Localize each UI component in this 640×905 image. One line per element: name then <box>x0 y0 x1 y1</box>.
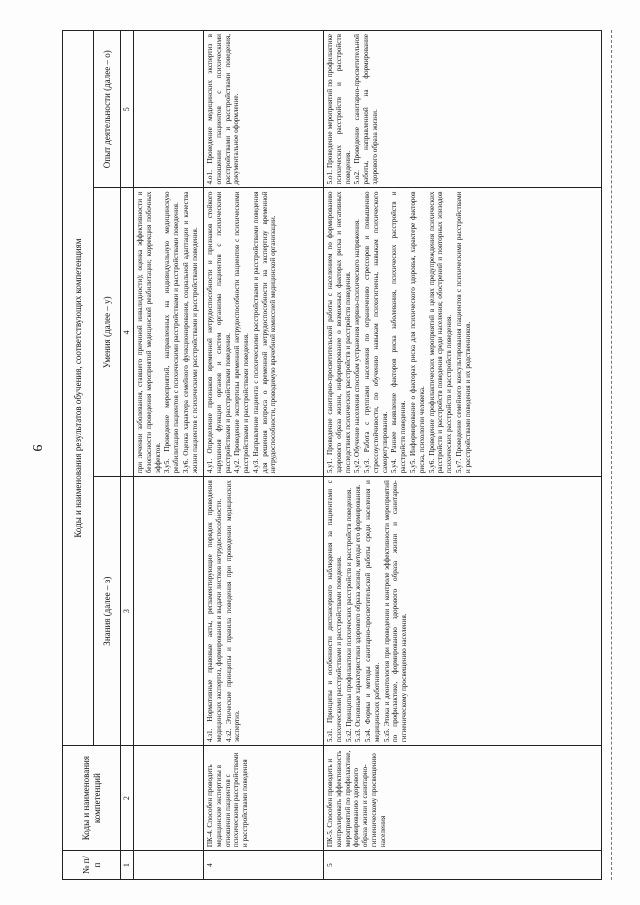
column-number-row <box>121 31 134 880</box>
row-number: 5 <box>324 851 602 880</box>
knowledge-item: 5.з3. Основные характеристики здорового образа жизни, методы его формирования. <box>354 484 363 743</box>
header-competency-code: Коды и наименования компетенций <box>63 746 121 851</box>
header-experience: Опыт деятельности (далее – о) <box>94 31 121 189</box>
experience-item: 5.о1. Проведение мероприятий по профилактике психических расстройств и расстройств поведения. <box>326 34 352 185</box>
knowledge-cell <box>204 477 324 746</box>
skills-item: 5.у2. Обучение населения способам устранения нервно-психического напряжения. <box>353 219 362 474</box>
knowledge-cell <box>134 477 204 746</box>
skills-item: 4.у3. Направление пациента с психическими расстройствами и расстройствами поведения для решения вопроса о временной нетрудоспособности на экспертизу временной нетрудоспособности, проводимую врачебной комиссией медицинской организации. <box>251 191 278 474</box>
page-edge-divider <box>611 30 612 880</box>
experience-cell <box>324 31 602 189</box>
skills-item: 3.у6. Оценка характера семейного функционирования, социальной адаптации и качества жизни пациентов с психическими расстройствами и расстройствами поведения. <box>181 191 199 474</box>
knowledge-item: 5.з4. Формы и методы санитарно-просветительской работы среди населения и медицинских работников. <box>364 480 381 743</box>
header-skills: Умения (далее – у) <box>94 188 121 477</box>
experience-cell <box>134 31 204 189</box>
skills-item: 5.у3. Работа с группами населения по ограничению стрессоров и повышению стрессоустойчивости, по обучению навыкам психогигиены, навыкам психического саморегулирования. <box>363 191 389 474</box>
skills-item: 4.у2. Проведение экспертизы временной нетрудоспособности пациентов с психическими расстройствами и расстройствами поведения. <box>233 191 251 474</box>
skills-item: 5.у7. Проведение семейного консультирования пациентов с психическими расстройствами и расстройствами поведения и их родственников. <box>454 191 472 474</box>
column-number: 5 <box>121 31 134 189</box>
skills-cell <box>204 188 324 477</box>
header-results-group: Коды и наименования результатов обучения, соответствующих компетенциям <box>63 31 94 746</box>
page-number: 9 <box>29 444 44 452</box>
experience-item: 4.о1. Проведение медицинских экспертиз в отношении пациентов с психическими расстройствами и расстройствами поведения, документальное оформление. <box>206 34 241 185</box>
column-number: 2 <box>121 746 134 851</box>
skills-item: 5.у1. Проведение санитарно-просветительской работы с населением по формированию здорового образа жизни, информирование о возможных факторах риска и негативных последствиях психических расстройств и расстройств поведения. <box>326 191 352 474</box>
competency-code: ПК-5. Способен проводить и контролировать эффективность мероприятий по профилактике, формированию здорового образа жизни и санитарно-гигиеническому просвещению населения <box>324 746 602 851</box>
header-knowledge: Знания (далее – з) <box>94 477 121 746</box>
competency-code <box>134 746 204 851</box>
knowledge-item: 5.з2. Принципы профилактики психических расстройств и расстройств поведения. <box>344 487 353 743</box>
table-row <box>204 31 324 880</box>
skills-item: 5.у6. Проведение профилактических мероприятий в целях предупреждения психических расстройств и расстройств поведения среди населения; обострений и повторных эпизодов психических расстройств и расстройств поведения. <box>427 191 454 474</box>
competency-table <box>62 30 602 880</box>
column-number: 3 <box>121 477 134 746</box>
header-number: № п/п <box>63 851 121 880</box>
skills-item: при лечении заболевания, ставшего причиной инвалидности); оценка эффективности и безопасности проведения мероприятий медицинской реабилитации; коррекция побочных эффектов. <box>136 191 162 474</box>
knowledge-item: 4.з2. Этические принципы и правила поведения при проведении медицинских экспертиз. <box>224 480 242 743</box>
competency-table-sheet <box>62 30 602 880</box>
skills-item: 5.у5. Информирование о факторах риска для психического здоровья, характере факторов риска, психологии человека. <box>409 191 426 474</box>
competency-code: ПК-4. Способен проводить медицинские экспертизы в отношении пациентов с психическими расстройствами и расстройствами поведения <box>204 746 324 851</box>
skills-item: 5.у4. Раннее выявление факторов риска заболевания, психических расстройств и расстройств поведения. <box>390 191 408 474</box>
column-number: 1 <box>121 851 134 880</box>
skills-item: 3.у5. Проведение мероприятий, направленных на индивидуальную медицинскую реабилитацию пациентов с психическими расстройствами и расстройствами поведения. <box>163 191 181 474</box>
table-row <box>134 31 204 880</box>
row-number <box>134 851 204 880</box>
skills-cell <box>134 188 204 477</box>
table-row <box>324 31 602 880</box>
experience-cell <box>204 31 324 189</box>
skills-cell <box>324 188 602 477</box>
knowledge-item: 5.з5. Этика и деонтология при проведении и контроле эффективности мероприятий по профилактике, формированию здорового образа жизни и санитарно-гигиеническому просвещению населения. <box>382 480 409 743</box>
knowledge-cell <box>324 477 602 746</box>
knowledge-item: 4.з1. Нормативные правовые акты, регламентирующие порядок проведения медицинских экспертиз, формирования и выдачи листков нетрудоспособности. <box>206 480 223 743</box>
column-number: 4 <box>121 188 134 477</box>
experience-item: 5.о2. Проведение санитарно-просветительной работы, направленной на формирование здорового образа жизни. <box>353 34 379 185</box>
skills-item: 4.у1. Определение признаков временной нетрудоспособности и признаков стойкого нарушения функции органов и систем организма пациентов с психическими расстройствами и расстройствами поведения. <box>206 191 232 474</box>
row-number: 4 <box>204 851 324 880</box>
knowledge-item: 5.з1. Принципы и особенности диспансерного наблюдения за пациентами с психическими расстройствами и расстройствами поведения. <box>326 480 343 743</box>
